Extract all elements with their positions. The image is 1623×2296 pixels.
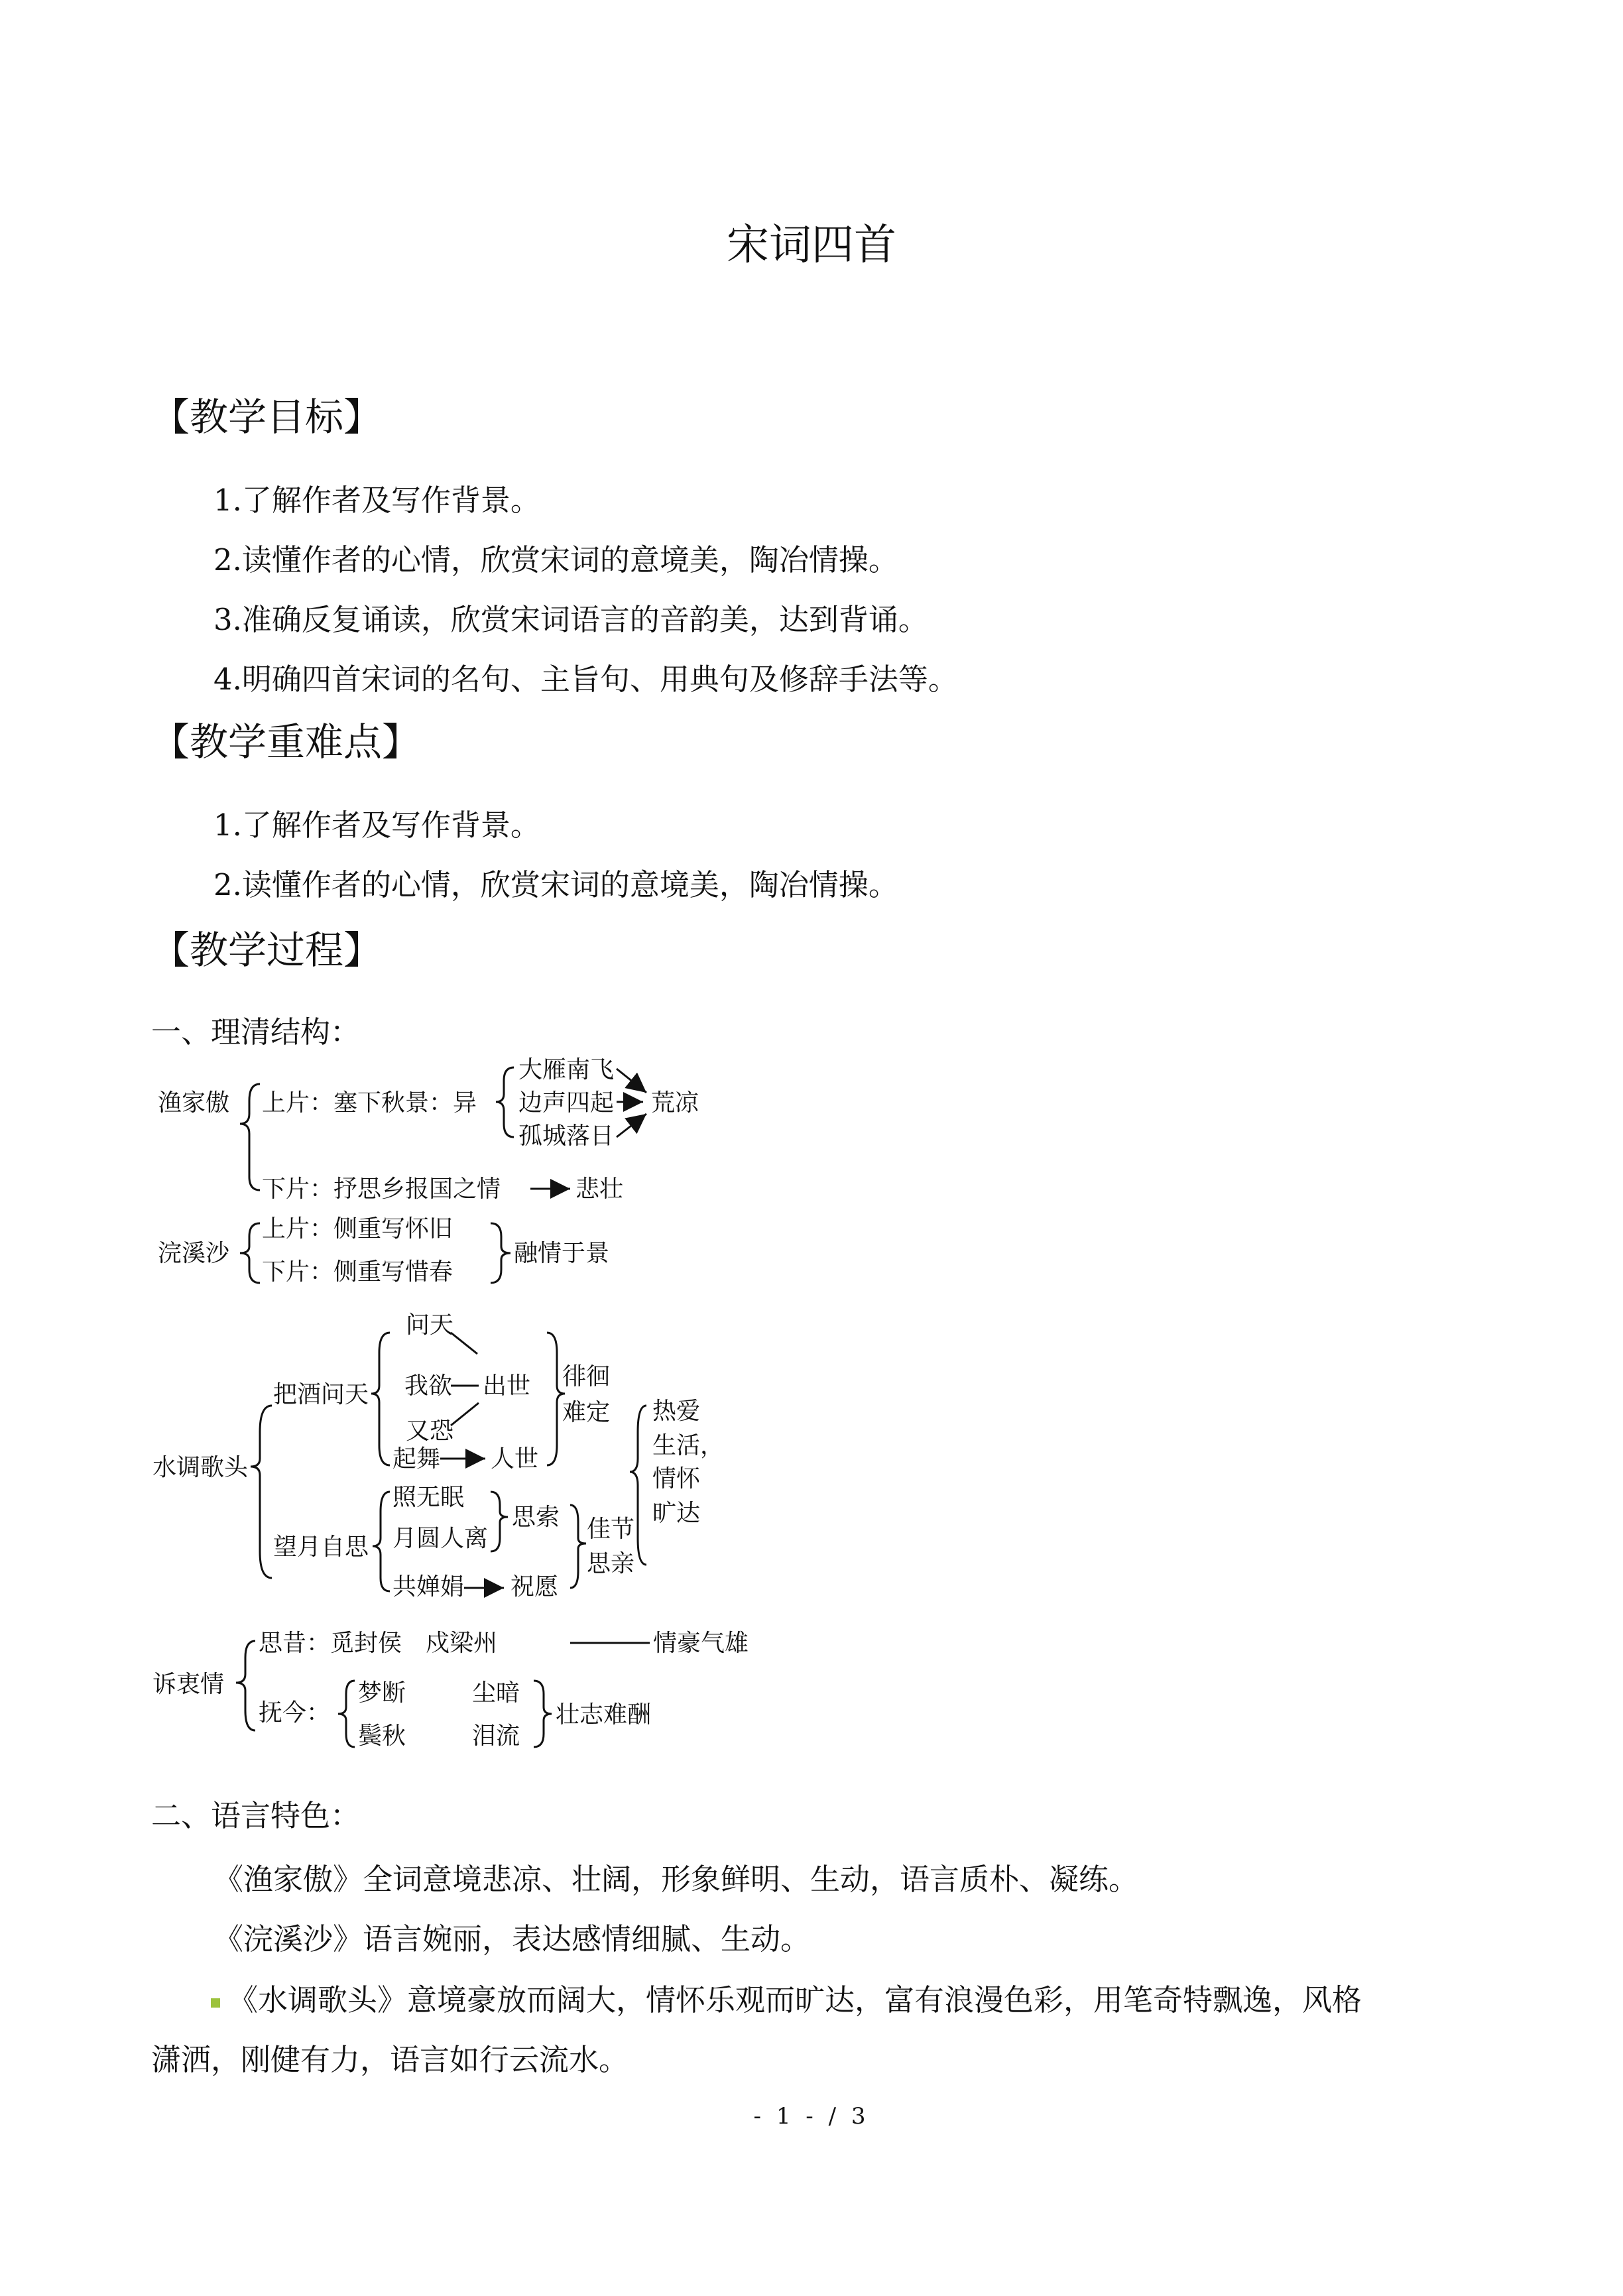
diagram-yjaname: 渔家傲 xyxy=(158,1089,230,1117)
diagram-sxq-now: 抚今： xyxy=(259,1699,331,1726)
diagram-sdgt-branch1: 把酒问天 xyxy=(273,1381,369,1408)
diagram-sxq-now-item: 泪流 xyxy=(472,1722,520,1750)
diagram-sdgt-item: 人世 xyxy=(491,1445,539,1473)
diagram-wxs-result: 融情于景 xyxy=(514,1240,610,1267)
diagram-sdgt-final: 生活， xyxy=(652,1432,725,1459)
diagram-yja-result: 荒凉 xyxy=(651,1089,699,1117)
goal-item: 2.读懂作者的心情，欣赏宋词的意境美，陶冶情操。 xyxy=(213,542,898,577)
diagram-yja-scene: 大雁南飞 xyxy=(518,1056,615,1083)
diagram-yja-scene: 边声四起 xyxy=(518,1089,615,1117)
diagram-sxq-name: 诉衷情 xyxy=(152,1671,225,1698)
diagram-sdgt-name: 水调歌头 xyxy=(152,1454,249,1481)
diagram-sxq-now-item: 尘暗 xyxy=(472,1679,520,1707)
structure-diagram xyxy=(0,1048,1623,1764)
diagram-sdgt-b2mid: 祝愿 xyxy=(511,1573,559,1601)
feature-paragraph xyxy=(211,1976,1362,2019)
diagram-sxq-now-item: 鬓秋 xyxy=(358,1722,406,1750)
feature-paragraph: 潇洒，刚健有力，语言如行云流水。 xyxy=(151,2042,629,2077)
diagram-sdgt-b2item: 月圆人离 xyxy=(392,1525,489,1552)
page-number: - 1 - / 3 xyxy=(753,2103,870,2130)
diagram-yja-upper: 上片：塞下秋景：异 xyxy=(262,1089,477,1117)
goals-heading: 【教学目标】 xyxy=(151,394,383,440)
key-item: 1.了解作者及写作背景。 xyxy=(213,808,540,843)
part2-heading: 二、语言特色： xyxy=(151,1798,361,1833)
diagram-yja-lower: 下片：抒思乡报国之情 xyxy=(262,1176,501,1203)
diagram-sdgt-item: 出世 xyxy=(483,1372,531,1400)
diagram-sxq-now-result: 壮志难酬 xyxy=(556,1701,652,1728)
goal-item: 1.了解作者及写作背景。 xyxy=(213,483,540,518)
diagram-sdgt-item: 我欲 xyxy=(404,1372,453,1400)
diagram-sdgt-item: 又恐 xyxy=(406,1418,454,1445)
feature-text: 《水调歌头》意境豪放而阔大，情怀乐观而旷达，富有浪漫色彩，用笔奇特飘逸，风格 xyxy=(228,1982,1362,2018)
process-heading: 【教学过程】 xyxy=(151,928,383,973)
diagram-wxsname: 浣溪沙 xyxy=(158,1240,230,1267)
diagram-sdgt-b2result: 思亲 xyxy=(587,1550,635,1577)
diagram-sdgt-final: 热爱 xyxy=(652,1398,701,1425)
part1-heading: 一、理清结构： xyxy=(151,1014,361,1050)
diagram-yja-lower-result: 悲壮 xyxy=(575,1176,624,1203)
diagram-sdgt-b2mid: 思索 xyxy=(512,1504,560,1531)
key-item: 2.读懂作者的心情，欣赏宋词的意境美，陶冶情操。 xyxy=(213,867,898,902)
diagram-sxq-past-result: 情豪气雄 xyxy=(653,1630,749,1657)
diagram-wxs-lower: 下片：侧重写惜春 xyxy=(262,1258,453,1286)
diagram-sdgt-final: 旷达 xyxy=(652,1500,701,1527)
feature-paragraph: 《渔家傲》全词意境悲凉、壮阔，形象鲜明、生动，语言质朴、凝练。 xyxy=(213,1862,1139,1897)
diagram-sdgt-b2item: 照无眠 xyxy=(392,1484,465,1511)
diagram-sdgt-b2item: 共婵娟 xyxy=(392,1573,465,1601)
diagram-sdgt-item: 起舞 xyxy=(392,1445,441,1473)
diagram-yja-scene: 孤城落日 xyxy=(518,1122,615,1150)
diagram-sdgt-item: 问天 xyxy=(406,1311,454,1339)
goal-item: 4.明确四首宋词的名句、主旨句、用典句及修辞手法等。 xyxy=(213,662,958,697)
diagram-sxq-past: 思昔：觅封侯 戍梁州 xyxy=(259,1630,498,1657)
goal-item: 3.准确反复诵读，欣赏宋词语言的音韵美，达到背诵。 xyxy=(213,602,928,637)
diagram-sdgt-branch2: 望月自思 xyxy=(273,1534,369,1561)
feature-paragraph: 《浣溪沙》语言婉丽，表达感情细腻、生动。 xyxy=(213,1921,811,1957)
page-title: 宋词四首 xyxy=(727,221,896,270)
diagram-sdgt-b1result: 难定 xyxy=(562,1399,611,1426)
diagram-sxq-now-item: 梦断 xyxy=(358,1679,406,1707)
diagram-sdgt-final: 情怀 xyxy=(652,1465,701,1492)
highlight-marker-icon xyxy=(211,1998,220,2008)
diagram-sdgt-b2result: 佳节 xyxy=(587,1516,635,1543)
diagram-sdgt-b1result: 徘徊 xyxy=(562,1363,611,1390)
diagram-wxs-upper: 上片：侧重写怀旧 xyxy=(262,1215,453,1242)
key-heading: 【教学重难点】 xyxy=(151,719,421,764)
